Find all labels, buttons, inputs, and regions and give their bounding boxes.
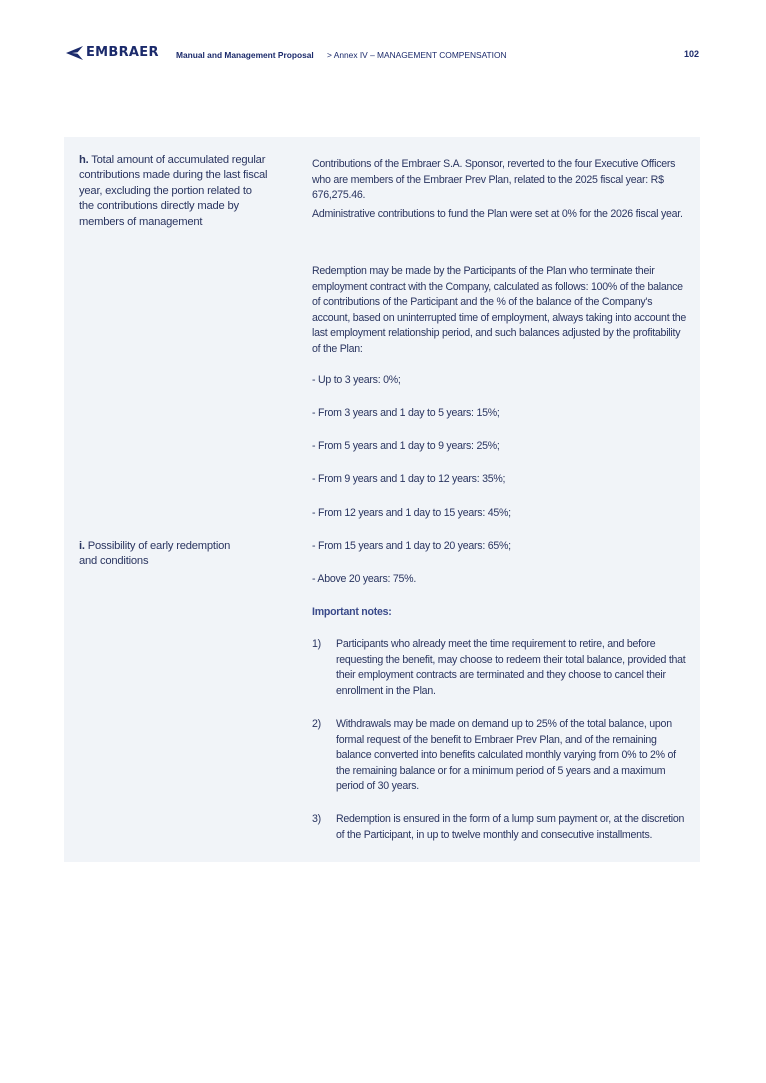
brand-name: EMBRAER xyxy=(86,45,159,60)
row-h-paragraph-2: Administrative contributions to fund the Plan were set at 0% for the 2026 fiscal year. xyxy=(312,208,683,220)
row-h-label xyxy=(79,153,269,230)
section-title: > Annex IV – MANAGEMENT COMPENSATION xyxy=(327,50,507,60)
note-text: Withdrawals may be made on demand up to 25% of the total balance, upon formal request of the benefit to Embraer Prev Plan, and of the remaining balance converted into benefits calculated monthly varying from 0% to 2% of the remaining balance or for a minimum period of 5 years and a maximum period of 30 years. xyxy=(336,718,676,792)
note-text: Participants who already meet the time requirement to retire, and before requesting the benefit, may choose to redeem their total balance, provided that their employment contracts are terminated and they choose to cancel their enrollment in the Plan. xyxy=(336,638,686,697)
tier-item: - From 9 years and 1 day to 12 years: 35%; xyxy=(312,473,506,485)
content-panel xyxy=(64,137,700,862)
important-notes-title: Important notes: xyxy=(312,606,392,618)
document-title: Manual and Management Proposal xyxy=(176,50,314,60)
note-number: 2) xyxy=(312,718,321,730)
row-i-letter: i. xyxy=(79,540,85,552)
tier-item: - From 15 years and 1 day to 20 years: 65%; xyxy=(312,540,511,552)
note-text: Redemption is ensured in the form of a lump sum payment or, at the discretion of the Participant, in up to twelve monthly and consecutive installments. xyxy=(336,813,685,841)
page-number: 102 xyxy=(683,49,699,59)
note-number: 1) xyxy=(312,638,321,650)
row-i-label xyxy=(79,539,249,570)
row-h-paragraph-1: Contributions of the Embraer S.A. Sponsor, reverted to the four Executive Officers who are members of the Embraer Prev Plan, related to the 2025 fiscal year: R$ 676,275.46. xyxy=(312,158,676,201)
tier-item: - From 12 years and 1 day to 15 years: 45%; xyxy=(312,507,511,519)
page-header xyxy=(64,44,704,64)
tier-item: - Up to 3 years: 0%; xyxy=(312,374,401,386)
row-i-intro: Redemption may be made by the Participants of the Plan who terminate their employment contract with the Company, calculated as follows: 100% of the balance of contributions of the Participant and the % of the balance of the Company's account, based on uninterrupted time of employment, always taking into account the last employment relationship period, and such balances adjusted by the profitability of the Plan: xyxy=(312,265,687,355)
row-i-label-text: Possibility of early redemption and conditions xyxy=(79,540,231,568)
embraer-chevron-icon xyxy=(64,46,84,60)
tier-item: - From 3 years and 1 day to 5 years: 15%; xyxy=(312,407,500,419)
row-h-letter: h. xyxy=(79,154,89,166)
row-h-label-text: Total amount of accumulated regular contributions made during the last fiscal year, excluding the portion related to the contributions directly made by members of management xyxy=(79,154,268,228)
tier-item: - From 5 years and 1 day to 9 years: 25%; xyxy=(312,440,500,452)
note-number: 3) xyxy=(312,813,321,825)
embraer-logo xyxy=(64,45,159,60)
tier-item: - Above 20 years: 75%. xyxy=(312,573,417,585)
